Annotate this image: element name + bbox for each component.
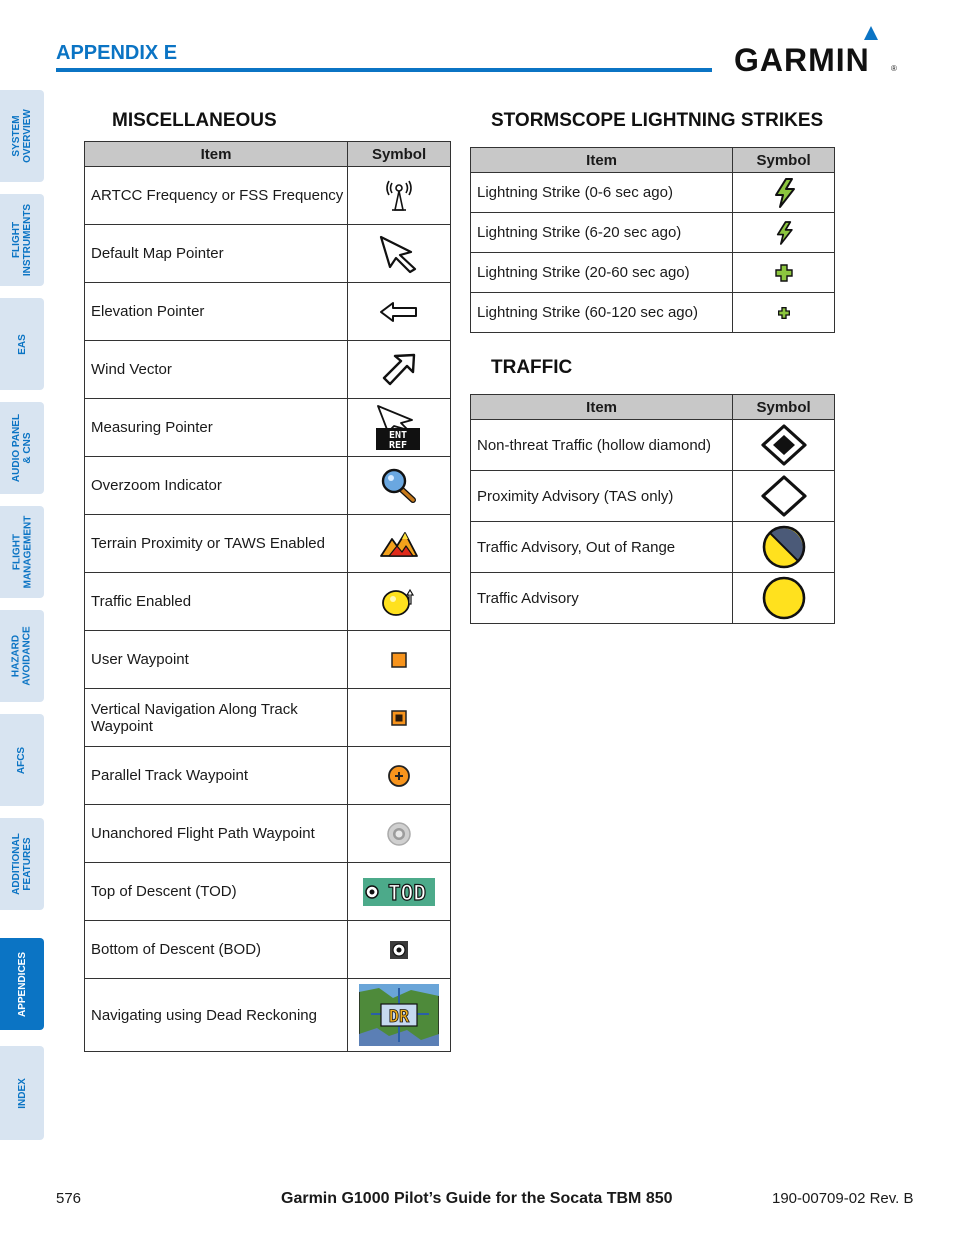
item-label: Bottom of Descent (BOD): [85, 921, 348, 979]
elevation-pointer-icon: [379, 300, 419, 324]
col-header-item: Item: [85, 142, 348, 167]
bod-icon: [389, 940, 409, 960]
ent-text: ENT: [389, 429, 408, 441]
traffic-title: TRAFFIC: [491, 357, 573, 378]
item-label: Measuring Pointer: [85, 399, 348, 457]
col-header-symbol: Symbol: [733, 148, 835, 173]
table-row: [471, 173, 835, 213]
along-track-waypoint-icon: [390, 709, 408, 727]
tab-eas[interactable]: EAS: [0, 298, 44, 390]
col-header-symbol: Symbol: [348, 142, 451, 167]
map-pointer-icon: [378, 234, 420, 274]
item-label: Elevation Pointer: [85, 283, 348, 341]
terrain-icon: [379, 530, 419, 558]
table-row: [471, 471, 835, 522]
table-row: [85, 225, 451, 283]
tab-appendices[interactable]: APPENDICES: [0, 938, 44, 1030]
document-number: 190-00709-02 Rev. B: [772, 1190, 914, 1207]
wind-vector-icon: [381, 352, 417, 388]
item-label: Lightning Strike (6-20 sec ago): [471, 213, 733, 253]
table-row: [85, 457, 451, 515]
lightning-small-icon: [773, 220, 795, 246]
tab-additional-features[interactable]: ADDITIONAL FEATURES: [0, 818, 44, 910]
col-header-item: Item: [471, 395, 733, 420]
tower-icon: [384, 179, 414, 213]
item-label: Traffic Advisory: [471, 573, 733, 624]
stormscope-table: [470, 147, 835, 333]
page-number: 576: [56, 1190, 82, 1207]
table-row: [471, 253, 835, 293]
table-row: [471, 293, 835, 333]
parallel-track-waypoint-icon: [387, 764, 411, 788]
tab-system-overview[interactable]: SYSTEM OVERVIEW: [0, 90, 44, 182]
tod-icon: [363, 878, 435, 906]
logo-text: GARMIN: [734, 42, 870, 78]
table-row: [85, 863, 451, 921]
plus-small-icon: [778, 307, 790, 319]
tod-text: TOD: [388, 880, 427, 905]
dead-reckoning-icon: [359, 984, 439, 1046]
tab-flight-instruments[interactable]: FLIGHT INSTRUMENTS: [0, 194, 44, 286]
logo-registered: ®: [891, 64, 897, 73]
misc-table: [84, 141, 451, 1052]
table-row: [471, 573, 835, 624]
table-row: [471, 522, 835, 573]
item-label: Default Map Pointer: [85, 225, 348, 283]
table-row: [85, 399, 451, 457]
logo-triangle-icon: [864, 26, 878, 40]
item-label: Navigating using Dead Reckoning: [85, 979, 348, 1052]
table-row: [471, 213, 835, 253]
dr-text: DR: [388, 1007, 410, 1027]
item-label: User Waypoint: [85, 631, 348, 689]
misc-title: MISCELLANEOUS: [112, 110, 277, 131]
magnifier-icon: [380, 468, 418, 504]
tab-flight-management[interactable]: FLIGHT MANAGEMENT: [0, 506, 44, 598]
table-header-row: [471, 395, 835, 420]
item-label: Overzoom Indicator: [85, 457, 348, 515]
user-waypoint-icon: [390, 651, 408, 669]
yellow-circle-icon: [761, 575, 807, 621]
item-label: Proximity Advisory (TAS only): [471, 471, 733, 522]
col-header-symbol: Symbol: [733, 395, 835, 420]
table-row: [85, 979, 451, 1052]
item-label: Lightning Strike (0-6 sec ago): [471, 173, 733, 213]
item-label: Vertical Navigation Along Track Waypoint: [85, 689, 348, 747]
item-label: Terrain Proximity or TAWS Enabled: [85, 515, 348, 573]
item-label: Parallel Track Waypoint: [85, 747, 348, 805]
item-label: Lightning Strike (60-120 sec ago): [471, 293, 733, 333]
table-row: [85, 341, 451, 399]
tab-index[interactable]: INDEX: [0, 1046, 44, 1140]
appendix-title: APPENDIX E: [56, 42, 178, 64]
unanchored-waypoint-icon: [386, 821, 412, 847]
table-row: [85, 167, 451, 225]
traffic-table: [470, 394, 835, 624]
tab-hazard-avoidance[interactable]: HAZARD AVOIDANCE: [0, 610, 44, 702]
col-header-item: Item: [471, 148, 733, 173]
table-row: [85, 283, 451, 341]
stormscope-title: STORMSCOPE LIGHTNING STRIKES: [491, 110, 824, 131]
traffic-enabled-icon: [380, 586, 418, 618]
tab-afcs[interactable]: AFCS: [0, 714, 44, 806]
table-row: [85, 805, 451, 863]
plus-large-icon: [775, 264, 793, 282]
footer-title: Garmin G1000 Pilot’s Guide for the Socata TBM 850: [281, 1190, 673, 1207]
table-row: [471, 420, 835, 471]
tab-audio-panel[interactable]: AUDIO PANEL & CNS: [0, 402, 44, 494]
item-label: Wind Vector: [85, 341, 348, 399]
table-header-row: [85, 142, 451, 167]
table-header-row: [471, 148, 835, 173]
ref-text: REF: [389, 439, 408, 451]
lightning-large-icon: [770, 177, 798, 209]
item-label: Unanchored Flight Path Waypoint: [85, 805, 348, 863]
header-rule: [56, 68, 712, 72]
item-label: Lightning Strike (20-60 sec ago): [471, 253, 733, 293]
item-label: Traffic Enabled: [85, 573, 348, 631]
half-circle-icon: [761, 524, 807, 570]
item-label: Non-threat Traffic (hollow diamond): [471, 420, 733, 471]
item-label: Top of Descent (TOD): [85, 863, 348, 921]
item-label: ARTCC Frequency or FSS Frequency: [85, 167, 348, 225]
item-label: Traffic Advisory, Out of Range: [471, 522, 733, 573]
table-row: [85, 747, 451, 805]
filled-diamond-icon: [761, 424, 807, 466]
table-row: [85, 689, 451, 747]
hollow-diamond-icon: [761, 475, 807, 517]
table-row: [85, 921, 451, 979]
table-row: [85, 515, 451, 573]
table-row: [85, 573, 451, 631]
table-row: [85, 631, 451, 689]
measuring-pointer-icon: [374, 404, 424, 452]
garmin-logo: [734, 26, 898, 76]
